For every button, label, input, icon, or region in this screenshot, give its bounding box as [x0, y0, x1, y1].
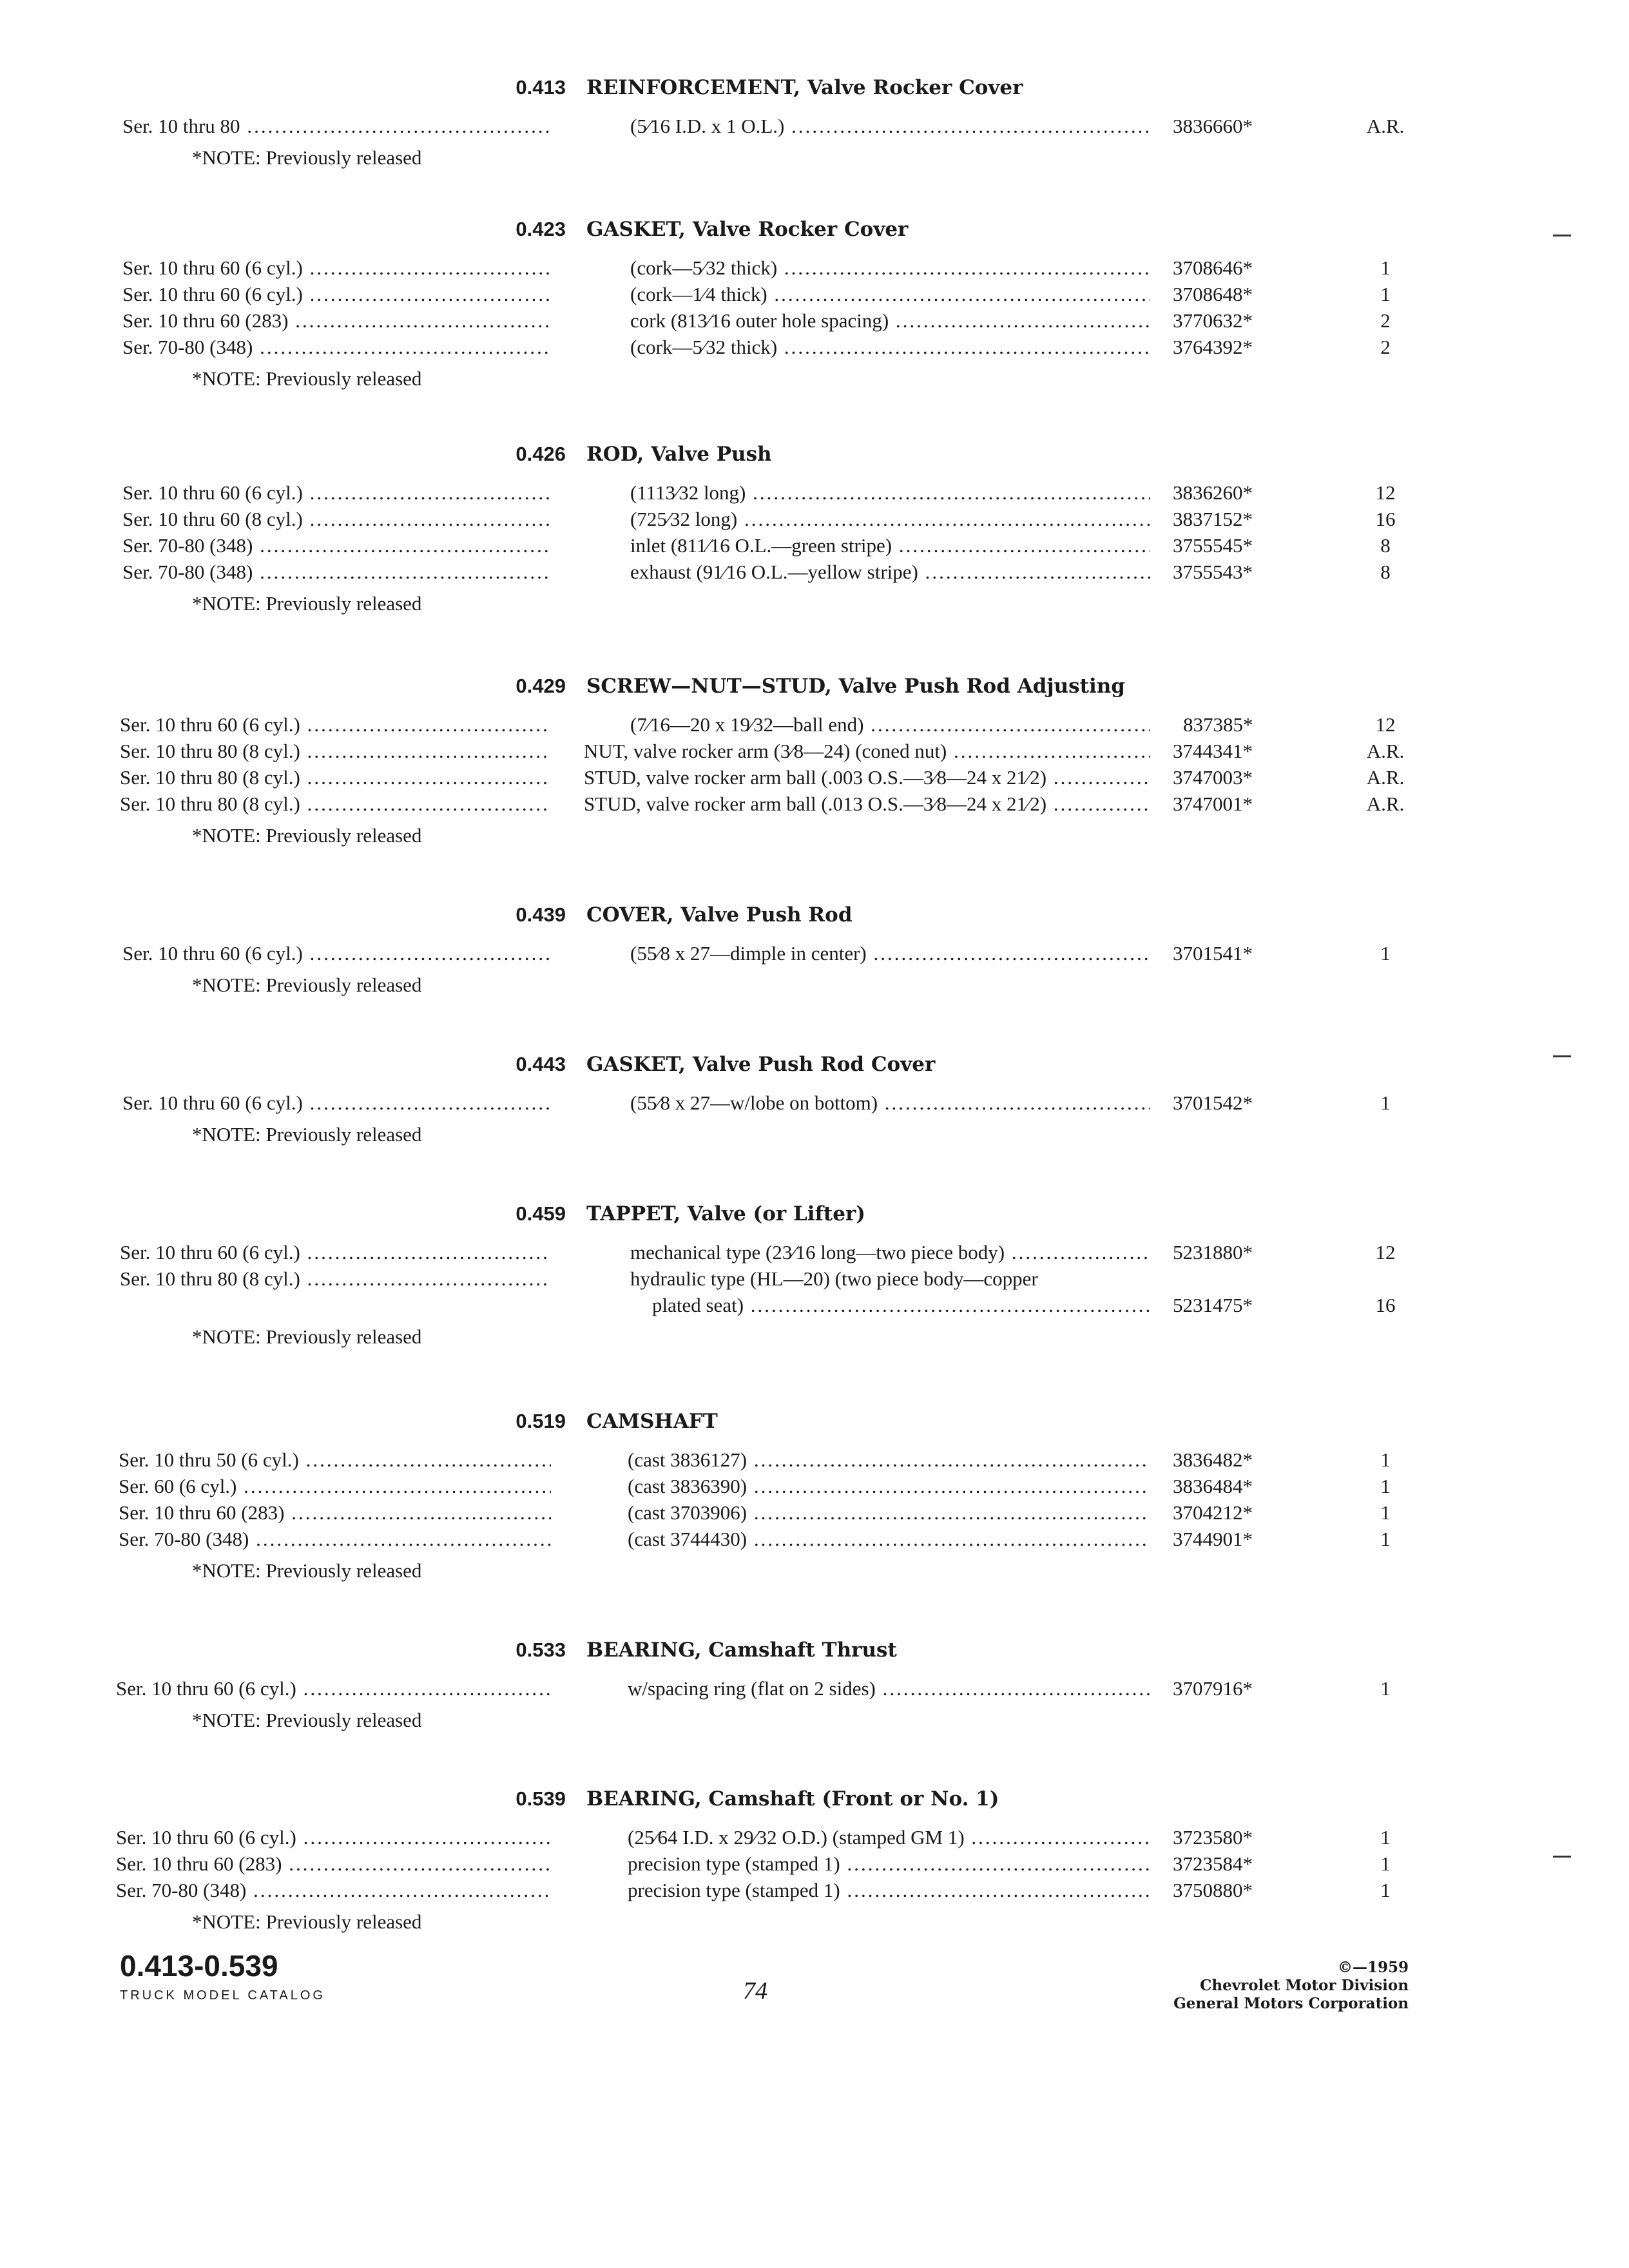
margin-mark [1553, 1856, 1571, 1858]
section-number: 0.459 [516, 1202, 566, 1225]
part-description: (cast 3836127) ..... [628, 1448, 1150, 1472]
series-label: Ser. 70-80 (348) ..... [122, 336, 551, 359]
section-number: 0.423 [516, 218, 566, 240]
part-number: 3836482* [1173, 1448, 1253, 1471]
part-number: 3708646* [1173, 256, 1253, 279]
quantity: A.R. [1366, 766, 1405, 789]
section-title: REINFORCEMENT, Valve Rocker Cover [586, 76, 1023, 99]
section-note: *NOTE: Previously released [192, 824, 422, 847]
series-label: Ser. 10 thru 80 (8 cyl.) ..... [120, 1267, 551, 1291]
section-note: *NOTE: Previously released [192, 1325, 422, 1348]
series-label: Ser. 10 thru 60 (283) ..... [119, 1501, 551, 1524]
parts-row [0, 336, 1629, 363]
section-note: *NOTE: Previously released [192, 367, 422, 390]
section-note: *NOTE: Previously released [192, 1709, 422, 1731]
section-note: *NOTE: Previously released [192, 1123, 422, 1146]
part-number: 5231475* [1173, 1294, 1253, 1316]
section-heading [0, 1639, 1629, 1664]
quantity: 1 [1380, 1879, 1391, 1901]
quantity: 1 [1380, 1448, 1391, 1471]
series-label: Ser. 70-80 (348) ..... [122, 534, 551, 557]
parts-row [0, 309, 1629, 336]
section-title: ROD, Valve Push [586, 443, 772, 466]
section-note: *NOTE: Previously released [192, 1910, 422, 1933]
part-number: 3701542* [1173, 1091, 1253, 1114]
footer-range: 0.413-0.539 [120, 1949, 278, 1983]
section-number: 0.426 [516, 443, 566, 465]
quantity: 1 [1380, 1852, 1391, 1875]
parts-row [0, 713, 1629, 740]
series-label: Ser. 60 (6 cyl.) ..... [119, 1475, 551, 1498]
part-number: 837385* [1183, 713, 1253, 736]
part-number: 3755543* [1173, 561, 1253, 583]
quantity: 2 [1380, 336, 1391, 358]
parts-row [0, 481, 1629, 508]
part-description: (55⁄8 x 27—dimple in center) ..... [630, 942, 1150, 965]
series-label: Ser. 10 thru 80 (8 cyl.) ..... [120, 793, 551, 816]
part-description: (5⁄16 I.D. x 1 O.L.) ..... [630, 115, 1150, 138]
section-title: GASKET, Valve Push Rod Cover [586, 1053, 936, 1076]
part-number: 3747003* [1173, 766, 1253, 789]
series-label: Ser. 70-80 (348) ..... [119, 1528, 551, 1551]
parts-row [0, 534, 1629, 561]
series-label: Ser. 10 thru 60 (8 cyl.) ..... [122, 508, 551, 531]
section-title: GASKET, Valve Rocker Cover [586, 218, 909, 241]
section-heading [0, 76, 1629, 102]
quantity: 16 [1375, 1294, 1396, 1316]
parts-row [0, 1241, 1629, 1268]
quantity: 8 [1380, 561, 1391, 583]
corporation-name: General Motors Corporation [1173, 1995, 1409, 2012]
quantity: 2 [1380, 309, 1391, 332]
part-description: (725⁄32 long) ..... [630, 508, 1150, 531]
quantity: 1 [1380, 1501, 1391, 1524]
part-number: 3747001* [1173, 793, 1253, 815]
part-number: 3836260* [1173, 481, 1253, 504]
section-title: COVER, Valve Push Rod [586, 903, 853, 927]
section-heading [0, 443, 1629, 468]
quantity: 1 [1380, 942, 1391, 965]
quantity: 16 [1375, 508, 1396, 530]
section-title: BEARING, Camshaft (Front or No. 1) [586, 1787, 999, 1811]
part-description: (cork—5⁄32 thick) ..... [630, 256, 1150, 280]
part-description: (cast 3836390) ..... [628, 1475, 1150, 1498]
series-label: Ser. 10 thru 60 (6 cyl.) ..... [116, 1677, 551, 1700]
part-number: 3723584* [1173, 1852, 1253, 1875]
series-label: Ser. 10 thru 80 (8 cyl.) ..... [120, 766, 551, 789]
section-heading [0, 1787, 1629, 1813]
parts-row [0, 1677, 1629, 1704]
series-label: Ser. 10 thru 50 (6 cyl.) ..... [119, 1448, 551, 1472]
quantity: 1 [1380, 1826, 1391, 1849]
quantity: 12 [1375, 713, 1396, 736]
part-description: w/spacing ring (flat on 2 sides) ..... [628, 1677, 1150, 1700]
part-description: (55⁄8 x 27—w/lobe on bottom) ..... [630, 1091, 1150, 1115]
quantity: 1 [1380, 1677, 1391, 1700]
part-number: 5231880* [1173, 1241, 1253, 1264]
footer-catalog-label: TRUCK MODEL CATALOG [120, 1988, 325, 2003]
quantity: 8 [1380, 534, 1391, 557]
quantity: 1 [1380, 283, 1391, 305]
series-label: Ser. 10 thru 60 (6 cyl.) ..... [120, 713, 551, 736]
series-label: Ser. 10 thru 60 (6 cyl.) ..... [122, 1091, 551, 1115]
parts-row [0, 1294, 1629, 1321]
section-number: 0.413 [516, 76, 566, 99]
section-number: 0.443 [516, 1053, 566, 1075]
part-description: precision type (stamped 1) ..... [628, 1852, 1150, 1876]
section-heading [0, 675, 1629, 700]
margin-mark [1553, 235, 1571, 236]
section-number: 0.539 [516, 1787, 566, 1810]
quantity: 1 [1380, 1528, 1391, 1550]
division-name: Chevrolet Motor Division [1200, 1977, 1409, 1994]
parts-row [0, 1475, 1629, 1502]
series-label: Ser. 10 thru 60 (6 cyl.) ..... [122, 283, 551, 306]
section-number: 0.519 [516, 1410, 566, 1432]
parts-row [0, 256, 1629, 284]
series-label: Ser. 10 thru 80 (8 cyl.) ..... [120, 740, 551, 763]
parts-row [0, 1267, 1629, 1294]
parts-row [0, 740, 1629, 767]
quantity: A.R. [1366, 740, 1405, 762]
section-number: 0.439 [516, 903, 566, 926]
quantity: 1 [1380, 256, 1391, 279]
series-label: Ser. 10 thru 60 (283) ..... [116, 1852, 551, 1876]
parts-row [0, 1448, 1629, 1475]
section-heading [0, 218, 1629, 244]
section-title: SCREW—NUT—STUD, Valve Push Rod Adjusting [586, 675, 1125, 698]
parts-row [0, 115, 1629, 142]
parts-row [0, 1852, 1629, 1879]
parts-row [0, 1091, 1629, 1119]
part-description: precision type (stamped 1) ..... [628, 1879, 1150, 1902]
part-description: STUD, valve rocker arm ball (.013 O.S.—3⁄8—24 x 21⁄2) ..... [584, 793, 1150, 816]
section-note: *NOTE: Previously released [192, 146, 422, 169]
section-title: CAMSHAFT [586, 1410, 718, 1433]
part-number: 3744341* [1173, 740, 1253, 762]
part-number: 3744901* [1173, 1528, 1253, 1550]
section-heading [0, 903, 1629, 929]
part-description: cork (813⁄16 outer hole spacing) ..... [630, 309, 1150, 332]
section-note: *NOTE: Previously released [192, 592, 422, 615]
section-note: *NOTE: Previously released [192, 1559, 422, 1582]
part-description: (cork—1⁄4 thick) ..... [630, 283, 1150, 306]
series-label: Ser. 10 thru 60 (6 cyl.) ..... [122, 256, 551, 280]
part-number: 3764392* [1173, 336, 1253, 358]
part-description: (cast 3744430) ..... [628, 1528, 1150, 1551]
parts-row [0, 508, 1629, 535]
section-title: TAPPET, Valve (or Lifter) [586, 1202, 865, 1225]
series-label: Ser. 10 thru 60 (6 cyl.) ..... [120, 1241, 551, 1264]
part-number: 3770632* [1173, 309, 1253, 332]
section-heading [0, 1053, 1629, 1079]
series-label: Ser. 10 thru 80 ..... [122, 115, 551, 138]
series-label: Ser. 10 thru 60 (6 cyl.) ..... [116, 1826, 551, 1849]
part-number: 3723580* [1173, 1826, 1253, 1849]
footer-copyright [1173, 1959, 1409, 2013]
section-heading [0, 1202, 1629, 1228]
parts-row [0, 283, 1629, 310]
series-label: Ser. 10 thru 60 (6 cyl.) ..... [122, 942, 551, 965]
part-description: NUT, valve rocker arm (3⁄8—24) (coned nut) ..... [584, 740, 1150, 763]
part-number: 3701541* [1173, 942, 1253, 965]
section-number: 0.533 [516, 1639, 566, 1661]
quantity: A.R. [1366, 115, 1405, 137]
part-number: 3704212* [1173, 1501, 1253, 1524]
part-description: (1113⁄32 long) ..... [630, 481, 1150, 505]
parts-row [0, 561, 1629, 588]
part-description: mechanical type (23⁄16 long—two piece body) ..... [630, 1241, 1150, 1264]
part-number: 3836484* [1173, 1475, 1253, 1497]
part-description: exhaust (91⁄16 O.L.—yellow stripe) ..... [630, 561, 1150, 584]
part-description: (cork—5⁄32 thick) ..... [630, 336, 1150, 359]
part-description: hydraulic type (HL—20) (two piece body—copper [630, 1267, 1038, 1290]
parts-row [0, 1528, 1629, 1555]
margin-mark [1553, 1055, 1571, 1057]
part-number: 3750880* [1173, 1879, 1253, 1901]
quantity: 1 [1380, 1091, 1391, 1114]
part-description: inlet (811⁄16 O.L.—green stripe) ..... [630, 534, 1150, 557]
quantity: 1 [1380, 1475, 1391, 1497]
quantity: 12 [1375, 481, 1396, 504]
parts-row [0, 1501, 1629, 1528]
parts-row [0, 793, 1629, 820]
part-description: (7⁄16—20 x 19⁄32—ball end) ..... [630, 713, 1150, 736]
quantity: A.R. [1366, 793, 1405, 815]
section-title: BEARING, Camshaft Thrust [586, 1639, 897, 1662]
series-label: Ser. 10 thru 60 (283) ..... [122, 309, 551, 332]
parts-row [0, 1879, 1629, 1906]
page-number: 74 [743, 1977, 767, 2004]
section-note: *NOTE: Previously released [192, 974, 422, 996]
part-description: (25⁄64 I.D. x 29⁄32 O.D.) (stamped GM 1) ..... [628, 1826, 1150, 1849]
part-description: STUD, valve rocker arm ball (.003 O.S.—3⁄8—24 x 21⁄2) ..... [584, 766, 1150, 789]
series-label: Ser. 10 thru 60 (6 cyl.) ..... [122, 481, 551, 505]
part-description: plated seat) ..... [652, 1294, 1150, 1317]
series-label: Ser. 70-80 (348) ..... [122, 561, 551, 584]
part-number: 3837152* [1173, 508, 1253, 530]
parts-row [0, 1826, 1629, 1853]
part-description: (cast 3703906) ..... [628, 1501, 1150, 1524]
copyright-year: ©—1959 [1337, 1959, 1409, 1976]
part-number: 3836660* [1173, 115, 1253, 137]
part-number: 3755545* [1173, 534, 1253, 557]
part-number: 3707916* [1173, 1677, 1253, 1700]
quantity: 12 [1375, 1241, 1396, 1264]
section-heading [0, 1410, 1629, 1436]
parts-row [0, 942, 1629, 969]
parts-row [0, 766, 1629, 793]
part-number: 3708648* [1173, 283, 1253, 305]
section-number: 0.429 [516, 675, 566, 697]
series-label: Ser. 70-80 (348) ..... [116, 1879, 551, 1902]
